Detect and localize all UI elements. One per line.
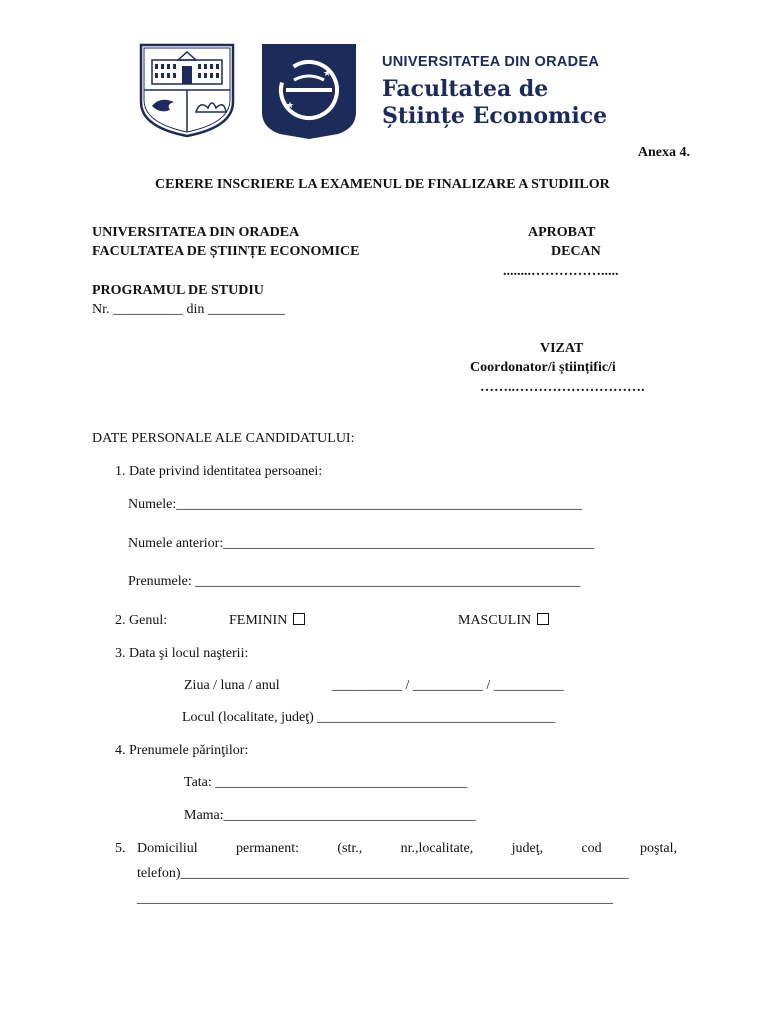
section-title: DATE PERSONALE ALE CANDIDATULUI: — [92, 431, 355, 446]
item-5-word: poştal, — [640, 841, 677, 856]
visa-signature-line: ……..………………………. — [480, 380, 645, 395]
visa-label: VIZAT — [540, 341, 584, 356]
telefon-field[interactable]: telefon)________________________________________________________________ — [137, 866, 629, 881]
svg-text:★: ★ — [323, 68, 332, 78]
document-title: CERERE INSCRIERE LA EXAMENUL DE FINALIZARE A STUDIILOR — [155, 177, 610, 192]
university-name-header: UNIVERSITATEA DIN ORADEA — [382, 54, 600, 70]
item-2-label: 2. Genul: — [115, 613, 168, 628]
feminin-option[interactable] — [229, 613, 305, 629]
item-1-label: 1. Date privind identitatea persoanei: — [115, 464, 323, 479]
mama-field[interactable]: Mama:____________________________________ — [184, 808, 476, 823]
prenumele-field[interactable]: Prenumele: _______________________________________________________ — [128, 574, 581, 589]
program-label: PROGRAMUL DE STUDIU — [92, 283, 264, 298]
item-5-word: permanent: — [236, 841, 299, 856]
item-5-label — [137, 841, 677, 857]
ziua-label: Ziua / luna / anul — [184, 678, 280, 693]
annex-label: Anexa 4. — [637, 145, 690, 160]
svg-text:★: ★ — [286, 100, 295, 110]
item-5-number: 5. — [115, 841, 126, 856]
tata-field[interactable]: Tata: ____________________________________ — [184, 775, 468, 790]
birth-place-field[interactable]: Locul (localitate, judeţ) __________________________________ — [182, 710, 556, 725]
checkbox-icon[interactable] — [537, 613, 549, 625]
item-3-label: 3. Data şi locul naşterii: — [115, 646, 249, 661]
item-5-word: Domiciliul — [137, 841, 198, 856]
approval-label: APROBAT — [528, 225, 596, 240]
approval-role: DECAN — [551, 244, 601, 259]
approval-signature-line: ........……………..... — [503, 264, 619, 279]
left-university: UNIVERSITATEA DIN ORADEA — [92, 225, 300, 240]
item-5-word: cod — [581, 841, 602, 856]
left-faculty: FACULTATEA DE ȘTIINȚE ECONOMICE — [92, 244, 360, 259]
nr-field[interactable]: Nr. __________ din ___________ — [92, 302, 285, 317]
faculty-emblem-logo-icon — [260, 42, 358, 140]
address-continuation-field[interactable]: ____________________________________________________________________ — [137, 891, 613, 906]
birth-date-field[interactable]: __________ / __________ / __________ — [332, 678, 564, 693]
feminin-label: FEMININ — [229, 613, 288, 628]
item-5-word: (str., — [337, 841, 363, 856]
item-5-word: nr.,localitate, — [400, 841, 474, 856]
faculty-name-line2: Științe Economice — [382, 103, 608, 129]
masculin-label: MASCULIN — [458, 613, 532, 628]
item-4-label: 4. Prenumele părinţilor: — [115, 743, 249, 758]
university-building-logo-icon — [138, 42, 236, 138]
masculin-option[interactable] — [458, 613, 549, 629]
visa-role: Coordonator/i științific/i — [470, 360, 616, 375]
faculty-name-line1: Facultatea de — [382, 76, 549, 102]
numele-anterior-field[interactable]: Numele anterior:_____________________________________________________ — [128, 536, 595, 551]
checkbox-icon[interactable] — [293, 613, 305, 625]
item-5-word: judeţ, — [511, 841, 544, 856]
numele-field[interactable]: Numele:__________________________________________________________ — [128, 497, 583, 512]
